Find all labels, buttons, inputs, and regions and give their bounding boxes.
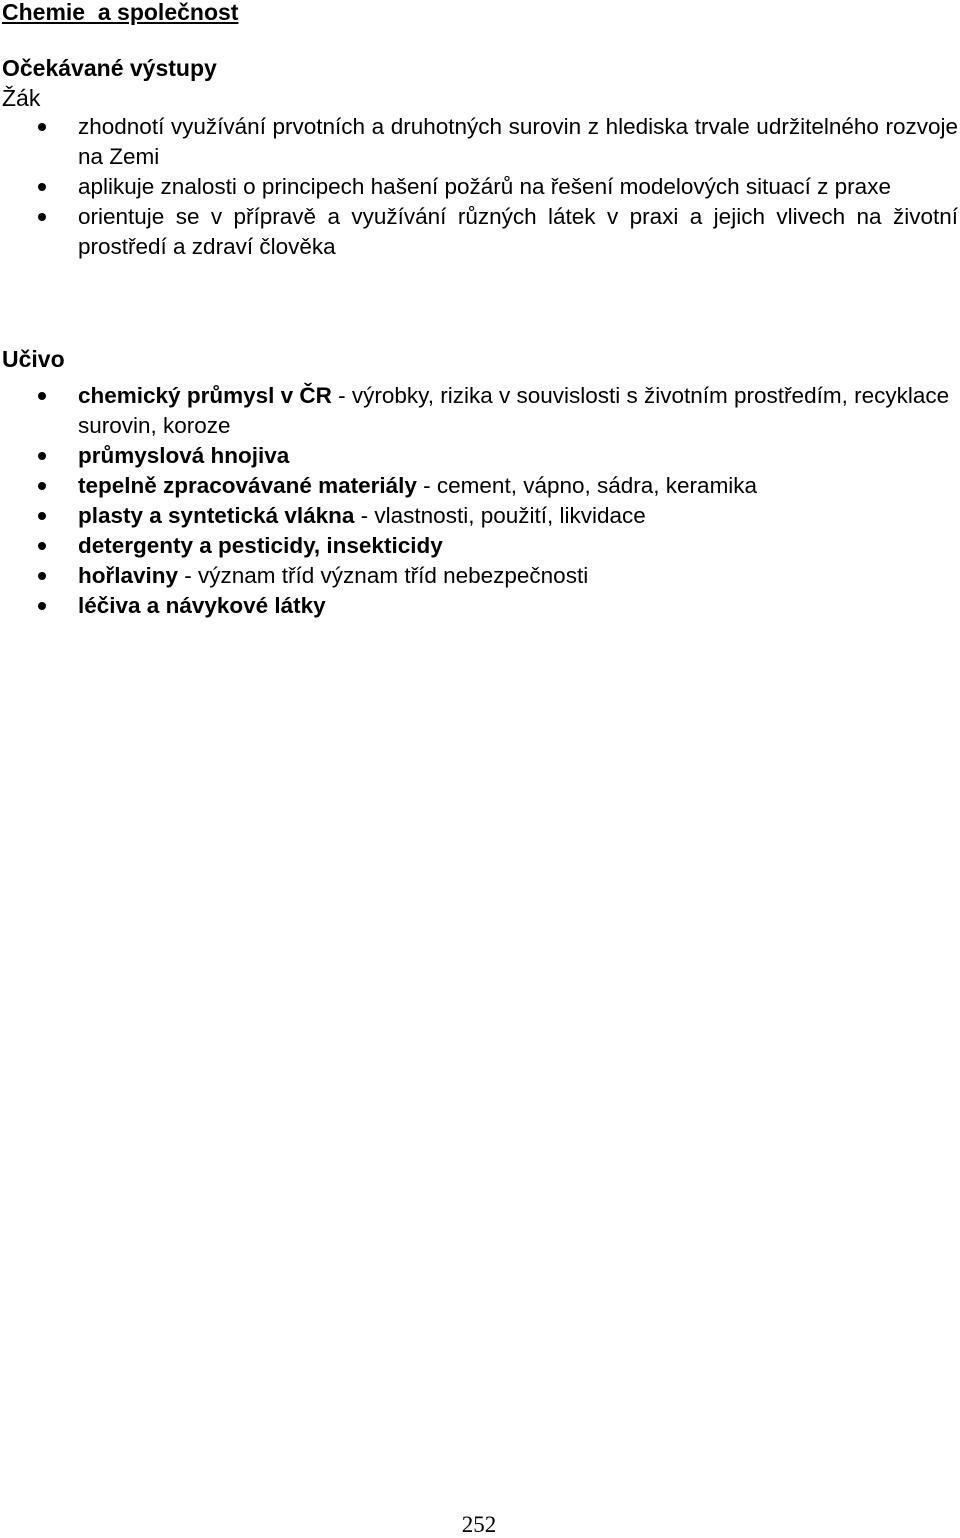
bullet-icon	[38, 572, 46, 580]
curriculum-item	[0, 531, 958, 561]
page-number: 252	[461, 1512, 497, 1537]
outcomes-list	[0, 112, 958, 262]
curriculum-detail: - vlastnosti, použití, likvidace	[354, 503, 646, 528]
outcome-text: zhodnotí využívání prvotních a druhotných surovin z hlediska trvale udržitelného rozvoje na Zemi	[78, 114, 958, 169]
bullet-icon	[38, 213, 46, 221]
curriculum-term: tepelně zpracovávané materiály	[78, 473, 417, 498]
curriculum-term: detergenty a pesticidy, insekticidy	[78, 533, 443, 558]
bullet-icon	[38, 512, 46, 520]
outcomes-heading: Očekávané výstupy	[2, 55, 217, 81]
curriculum-detail: - výrobky, rizika v souvislosti s životním prostředím, recyklace surovin, koroze	[78, 383, 950, 438]
curriculum-term: průmyslová hnojiva	[78, 443, 290, 468]
bullet-icon	[38, 123, 46, 131]
bullet-icon	[38, 452, 46, 460]
curriculum-item	[0, 561, 958, 591]
curriculum-list	[0, 381, 958, 621]
page-title: Chemie a společnost	[2, 0, 239, 25]
curriculum-term: plasty a syntetická vlákna	[78, 503, 355, 528]
outcome-text: orientuje se v přípravě a využívání různých látek v praxi a jejich vlivech na životní prostředí a zdraví člověka	[78, 204, 958, 259]
curriculum-detail: - význam tříd význam tříd nebezpečnosti	[178, 563, 589, 588]
outcome-item	[0, 172, 958, 202]
curriculum-heading: Učivo	[2, 346, 65, 372]
bullet-icon	[38, 392, 46, 400]
curriculum-item	[0, 471, 958, 501]
curriculum-detail: - cement, vápno, sádra, keramika	[416, 473, 758, 498]
outcome-item	[0, 112, 958, 172]
curriculum-term: chemický průmysl v ČR	[78, 383, 332, 408]
curriculum-item	[0, 591, 958, 621]
curriculum-item	[0, 501, 958, 531]
bullet-icon	[38, 542, 46, 550]
curriculum-item	[0, 441, 958, 471]
curriculum-item	[0, 381, 958, 441]
bullet-icon	[38, 482, 46, 490]
bullet-icon	[38, 183, 46, 191]
bullet-icon	[38, 602, 46, 610]
curriculum-term: hořlaviny	[78, 563, 179, 588]
curriculum-term: léčiva a návykové látky	[78, 593, 326, 618]
outcome-text: aplikuje znalosti o principech hašení požárů na řešení modelových situací z praxe	[78, 174, 891, 199]
outcome-item	[0, 202, 958, 262]
subject-label: Žák	[2, 85, 41, 111]
